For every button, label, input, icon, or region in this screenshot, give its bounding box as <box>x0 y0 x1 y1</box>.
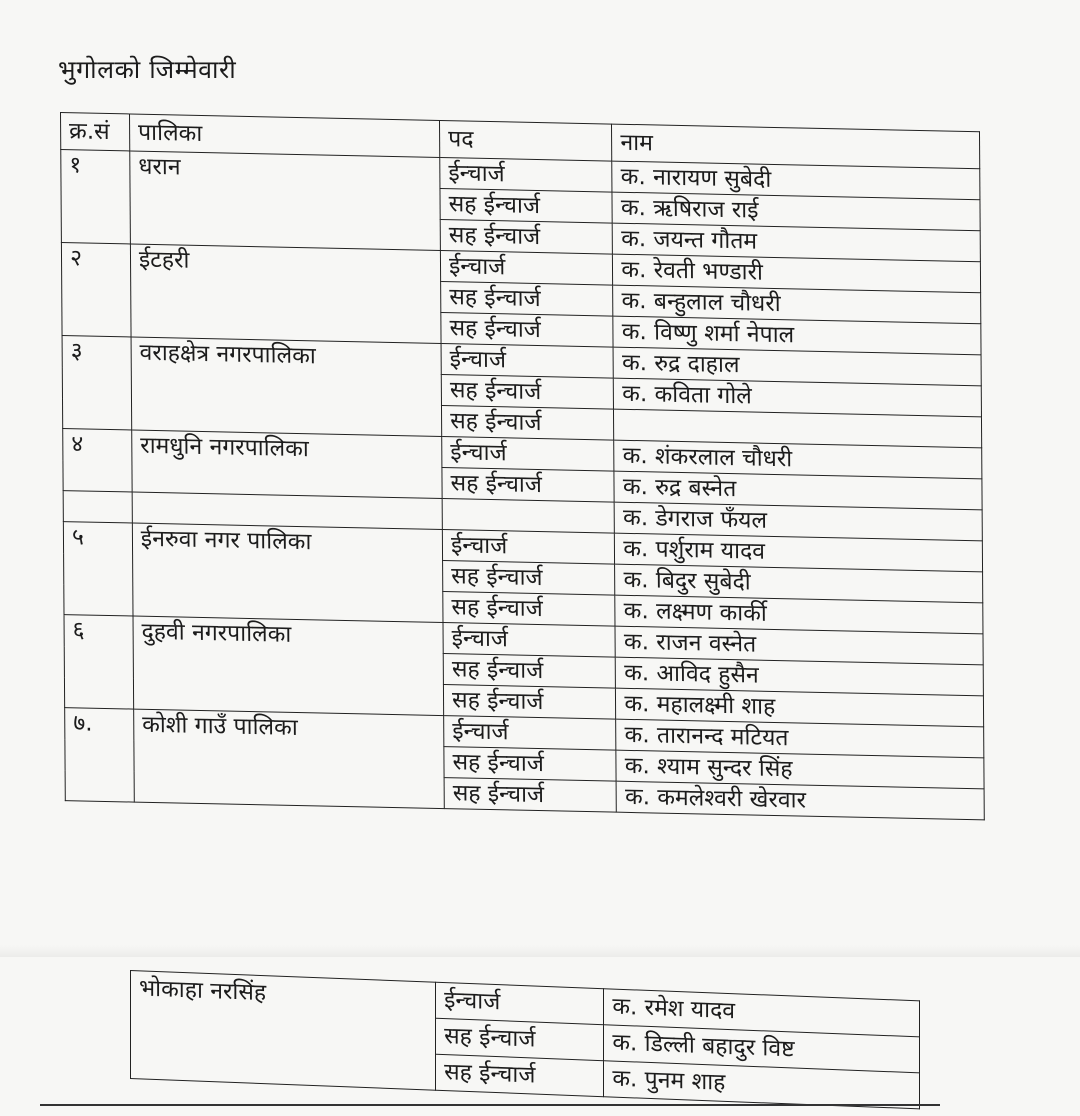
pad-cell: ईन्चार्ज <box>440 157 613 192</box>
pad-cell: सह ईन्चार्ज <box>444 778 617 813</box>
pad-cell: सह ईन्चार्ज <box>443 561 616 596</box>
serial-cell: ४ <box>63 429 132 492</box>
serial-cell <box>63 491 132 523</box>
naam-cell: क. शंकरलाल चौधरी <box>614 440 982 479</box>
pad-cell: सह ईन्चार्ज <box>443 592 616 627</box>
palika-cell: कोशी गाउँ पालिका <box>134 709 445 809</box>
pad-cell: सह ईन्चार्ज <box>443 654 616 689</box>
palika-cell: ईनरुवा नगर पालिका <box>132 523 443 623</box>
serial-cell: ६ <box>64 615 134 709</box>
naam-cell: क. विष्णु शर्मा नेपाल <box>613 316 981 355</box>
serial-cell: १ <box>61 150 131 244</box>
naam-cell: क. पुनम शाह <box>604 1061 920 1109</box>
naam-cell: क. राजन वस्नेत <box>615 626 983 665</box>
naam-cell: क. रेवती भण्डारी <box>613 254 981 293</box>
pad-cell: सह ईन्चार्ज <box>441 312 614 347</box>
naam-cell: क. पर्शुराम यादव <box>615 533 983 572</box>
naam-cell: क. बन्हुलाल चौधरी <box>613 285 981 324</box>
naam-cell: क. लक्ष्मण कार्की <box>615 595 983 634</box>
naam-cell: क. डिल्ली बहादुर विष्ट <box>604 1025 920 1073</box>
pad-cell: ईन्चार्ज <box>441 343 614 378</box>
serial-cell: २ <box>61 243 131 337</box>
naam-cell: क. रुद्र दाहाल <box>613 347 981 386</box>
header-palika: पालिका <box>129 114 439 158</box>
header-naam: नाम <box>612 124 980 169</box>
naam-cell: क. जयन्त गौतम <box>613 223 981 262</box>
naam-cell: क. रुद्र बस्नेत <box>614 471 982 510</box>
paper-edge <box>0 945 1080 957</box>
palika-cell: रामधुनि नगरपालिका <box>132 430 443 499</box>
naam-cell: क. ऋषिराज राई <box>612 192 980 231</box>
pad-cell: सह ईन्चार्ज <box>440 188 613 223</box>
pad-cell: सह ईन्चार्ज <box>444 685 617 720</box>
pad-cell: ईन्चार्ज <box>442 530 615 565</box>
pad-cell: ईन्चार्ज <box>443 623 616 658</box>
continuation-table <box>130 970 920 1109</box>
pad-cell: सह ईन्चार्ज <box>442 468 615 503</box>
pad-cell: सह ईन्चार्ज <box>436 1054 604 1096</box>
palika-cell: ईटहरी <box>130 244 441 344</box>
naam-cell: क. महालक्ष्मी शाह <box>616 688 984 727</box>
palika-cell: भोकाहा नरसिंह <box>131 971 436 1091</box>
naam-cell: क. कमलेश्वरी खेरवार <box>616 781 984 820</box>
responsibility-table <box>60 112 985 820</box>
header-serial: क्र.सं <box>61 113 130 151</box>
naam-cell: क. रमेश यादव <box>604 989 920 1037</box>
pad-cell: सह ईन्चार्ज <box>442 406 615 441</box>
pad-cell: सह ईन्चार्ज <box>441 374 614 409</box>
pad-cell: सह ईन्चार्ज <box>444 747 617 782</box>
serial-cell: ३ <box>62 336 132 430</box>
pad-cell: सह ईन्चार्ज <box>440 219 613 254</box>
naam-cell: क. डेगराज फँयल <box>615 502 983 541</box>
naam-cell: क. श्याम सुन्दर सिंह <box>616 750 984 789</box>
palika-cell: धरान <box>130 151 441 251</box>
page-title: भुगोलको जिम्मेवारी <box>58 55 237 84</box>
naam-cell: क. कविता गोले <box>614 378 982 417</box>
naam-cell: क. तारानन्द मटियत <box>616 719 984 758</box>
pad-cell: ईन्चार्ज <box>442 437 615 472</box>
serial-cell: ५ <box>63 522 133 616</box>
serial-cell: ७. <box>65 708 135 802</box>
header-pad: पद <box>440 120 613 161</box>
palika-cell: दुहवी नगरपालिका <box>133 616 444 716</box>
pad-cell: सह ईन्चार्ज <box>436 1018 604 1060</box>
palika-cell: वराहक्षेत्र नगरपालिका <box>131 337 442 437</box>
naam-cell: क. नारायण सुबेदी <box>612 161 980 200</box>
pad-cell: सह ईन्चार्ज <box>441 281 614 316</box>
naam-cell: क. बिदुर सुबेदी <box>615 564 983 603</box>
naam-cell: क. आविद हुसैन <box>616 657 984 696</box>
pad-cell: ईन्चार्ज <box>436 982 604 1024</box>
pad-cell: ईन्चार्ज <box>440 250 613 285</box>
pad-cell: ईन्चार्ज <box>444 716 617 751</box>
pad-cell <box>442 499 615 534</box>
cut-off-row-line <box>40 1104 940 1116</box>
